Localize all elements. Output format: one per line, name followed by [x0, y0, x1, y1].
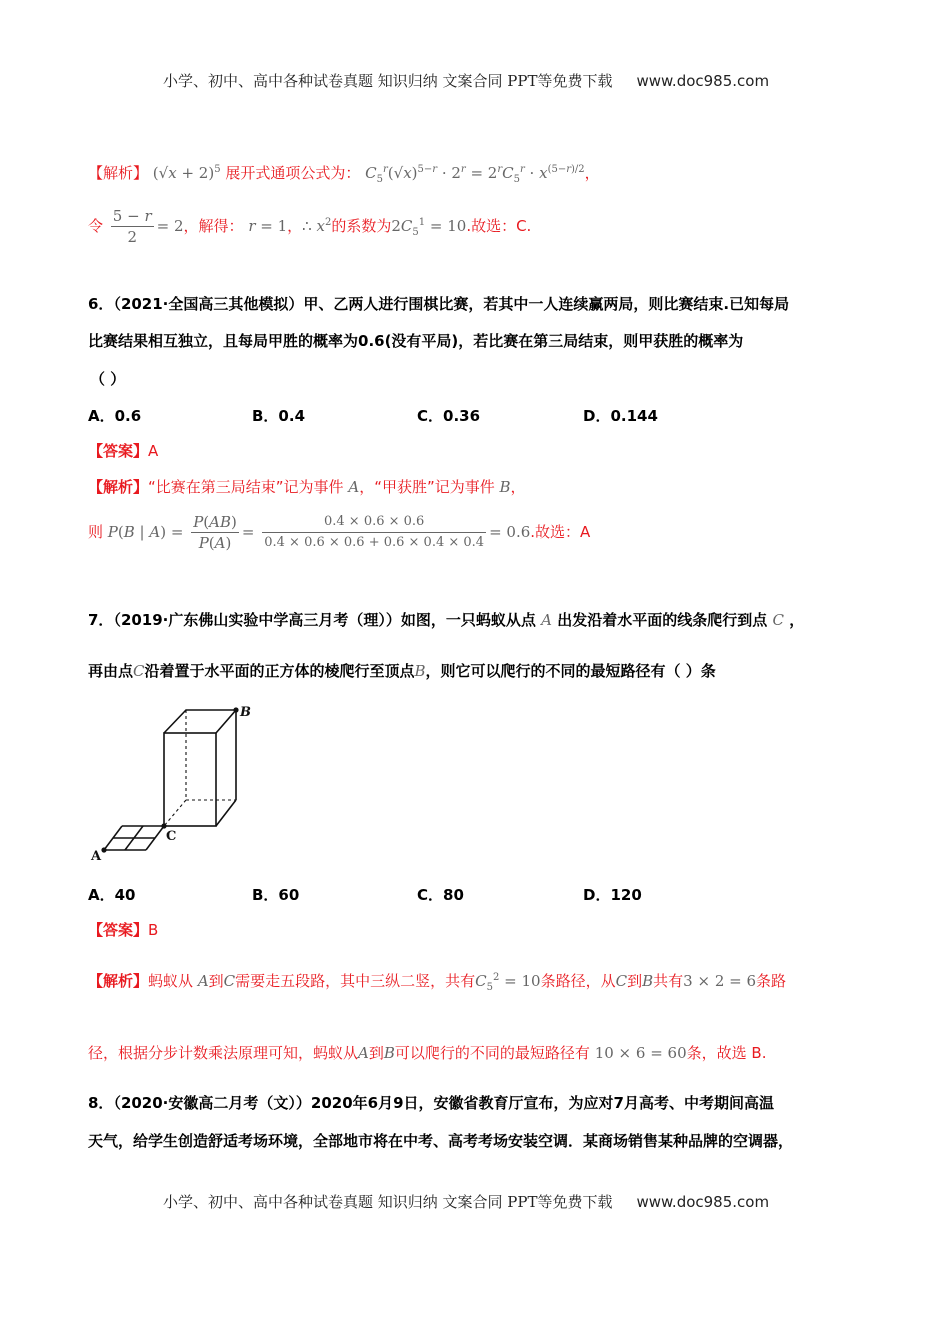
- footer-url[interactable]: www.doc985.com: [636, 1193, 770, 1211]
- q7-a2: 到: [208, 972, 224, 990]
- q7-answer-line: [88, 920, 158, 940]
- q6-answer: A: [148, 442, 159, 460]
- q7-line1c: ，: [789, 611, 805, 629]
- q7-line2a: 再由点: [88, 662, 134, 680]
- q7-an-b: B: [642, 972, 654, 990]
- q6-paren: （ ）: [90, 370, 126, 388]
- q7-point-a: A: [541, 611, 552, 629]
- q6-result: = 0.6: [489, 523, 531, 541]
- q6-analysis-line1: [88, 477, 526, 497]
- q6-choice-c[interactable]: C．0.36: [417, 407, 481, 425]
- q7-analysis-line1: [88, 968, 786, 998]
- q7-choice-b[interactable]: B．60: [252, 886, 300, 904]
- q8-stem-line2: 天气，给学生创造舒适考场环境，全部地市将在中考、高考考场安装空调．某商场销售某种品牌的空调器，: [88, 1132, 794, 1150]
- q7-stem-line1: [88, 610, 804, 630]
- cube-hidden-edges: [164, 710, 236, 826]
- cube-front-face: [164, 733, 216, 826]
- q8-line1: 2020年6月9日，安徽省教育厅宣布，为应对7月高考、中考期间高温: [310, 1094, 774, 1112]
- q7-analysis-label: 【解析】: [88, 972, 149, 990]
- q6-choice-b[interactable]: B．0.4: [252, 407, 306, 425]
- q5-analysis-text1: 展开式通项公式为：: [225, 164, 361, 182]
- q6-event-a: A: [348, 478, 360, 496]
- q7-a7: 条路: [756, 972, 787, 990]
- q7-a4: 条路径，从: [540, 972, 616, 990]
- q8-number: 8．: [88, 1094, 114, 1112]
- q8-source: （2020·安徽高二月考（文））: [113, 1094, 311, 1112]
- figure-label-b: B: [240, 705, 251, 720]
- q7-line2b: 沿着置于水平面的正方体的棱爬行至顶点: [144, 662, 415, 680]
- q6-analysis2-end: .故选：A: [530, 523, 591, 541]
- q7-answer-label: 【答案】: [88, 921, 149, 939]
- q5-fraction: $\frac{5 - r}{2}$: [112, 207, 152, 246]
- q7-number: 7．: [88, 611, 114, 629]
- q7-an-b2: B: [383, 1044, 395, 1062]
- q7-total: 10 × 6 = 60: [594, 1044, 687, 1062]
- q6-stem-line2: 比赛结果相互独立，且每局甲胜的概率为0.6(没有平局)，若比赛在第三局结束，则甲获胜的概率为: [88, 332, 744, 350]
- q7-b3: 可以爬行的不同的最短路径有: [394, 1044, 590, 1062]
- q6-event-b: B: [499, 478, 511, 496]
- q5-coef-value: $2C_5^1 = 10$: [391, 217, 467, 238]
- q6-analysis1b: ，“甲获胜”记为事件: [359, 478, 495, 496]
- q7-line2c: ，则它可以爬行的不同的最短路径有（ ）条: [425, 662, 716, 680]
- q7-b1: 径，根据分步计数乘法原理可知，蚂蚁从: [88, 1044, 359, 1062]
- q7-an-a2: A: [358, 1044, 369, 1062]
- header-url[interactable]: www.doc985.com: [636, 72, 770, 90]
- q5-analysis-line2: 令 $\frac{5 - r}{2}$ = 2，解得： r = 1，∴ $x^2$的系数为$2C_5^1 = 10$.故选：C.: [88, 207, 532, 246]
- q6-analysis1a: “比赛在第三局结束”记为事件: [148, 478, 344, 496]
- q7-line1a: 如图，一只蚂蚁从点: [400, 611, 536, 629]
- q6-line1: 甲、乙两人进行围棋比赛，若其中一人连续赢两局，则比赛结束.已知每局: [303, 295, 790, 313]
- q5-general-term-formula: $C_5^r(√x)^{5-r} \cdot 2^r = 2^rC_5^r \cdot x^{(5-r)/2}$: [365, 164, 585, 185]
- footer-text: 小学、初中、高中各种试卷真题 知识归纳 文案合同 PPT等免费下载: [163, 1193, 613, 1211]
- point-b-marker: [233, 707, 238, 712]
- q7-a5: 到: [627, 972, 643, 990]
- q5-line2-coef: 的系数为: [331, 217, 392, 235]
- q7-point-c-2: C: [133, 662, 145, 680]
- q5-line2-mid: ，解得：: [183, 217, 244, 235]
- q7-a6: 共有: [653, 972, 684, 990]
- q7-an-c2: C: [615, 972, 628, 990]
- q5-line2-end: .故选：C.: [466, 217, 532, 235]
- q7-choice-c[interactable]: C．80: [417, 886, 464, 904]
- q7-b2: 到: [368, 1044, 384, 1062]
- point-c-marker: [161, 823, 166, 828]
- q7-answer: B: [148, 921, 159, 939]
- q7-an-a: A: [197, 972, 209, 990]
- q6-number: 6．: [88, 295, 114, 313]
- q7-choice-a[interactable]: A．40: [88, 886, 136, 904]
- q6-analysis2-prefix: 则: [88, 523, 104, 541]
- q7-combination: $C_5^2 = 10$: [475, 972, 541, 993]
- q6-source: （2021·全国高三其他模拟）: [113, 295, 304, 313]
- q7-stem-line2: [88, 661, 716, 681]
- figure-label-a: A: [91, 849, 102, 864]
- cube-top-edges: [164, 710, 236, 733]
- q6-choice-d[interactable]: D．0.144: [583, 407, 658, 425]
- q7-a3: 需要走五段路，其中三纵二竖，共有: [235, 972, 476, 990]
- q5-equation: = 2: [156, 217, 184, 235]
- cube-bottom-right-edge: [216, 800, 236, 826]
- q5-line2-prefix: 令: [88, 217, 104, 235]
- q8-stem-line1: [88, 1093, 774, 1113]
- q7-b4: 条，故选 B.: [686, 1044, 767, 1062]
- header-text: 小学、初中、高中各种试卷真题 知识归纳 文案合同 PPT等免费下载: [163, 72, 613, 90]
- q6-answer-label: 【答案】: [88, 442, 149, 460]
- page-footer: [163, 1191, 769, 1212]
- q7-an-c: C: [223, 972, 236, 990]
- q7-analysis-line2: [88, 1043, 766, 1063]
- q7-point-c: C: [772, 611, 784, 629]
- q7-product: 3 × 2 = 6: [683, 972, 757, 990]
- q5-analysis-label: 【解析】: [88, 164, 149, 182]
- q6-analysis-label: 【解析】: [88, 478, 149, 496]
- q6-answer-line: [88, 441, 158, 461]
- q5-analysis-line1: 【解析】 $(√x + 2)^5$ 展开式通项公式为： $C_5^r(√x)^{5-r} \cdot 2^r = 2^rC_5^r \cdot x^{(5-r)/2}$，: [88, 164, 600, 185]
- q7-source: （2019·广东佛山实验中学高三月考（理））: [113, 611, 401, 629]
- q6-stem-line1: [88, 294, 789, 314]
- q7-cube-figure: [86, 700, 266, 864]
- q5-binomial-formula: $(√x + 2)^5$: [152, 164, 221, 182]
- q6-conditional-probability: P(B | A) =: [107, 523, 184, 541]
- q6-analysis-line2: 则 P(B | A) = $\frac{P(AB)}{P(A)}$ = $\frac{0.4 \times 0.6 \times 0.6}{0.4 \times 0.6 \times 0.6 + 0.6 \times 0.4 \times 0.4}$ = 0.6.故选：A: [88, 513, 591, 552]
- q7-a1: 蚂蚁从: [148, 972, 194, 990]
- q6-choice-a[interactable]: A．0.6: [88, 407, 142, 425]
- q7-point-b: B: [414, 662, 426, 680]
- point-a-marker: [101, 847, 106, 852]
- q5-r-value: r = 1: [248, 217, 288, 235]
- q7-line1b: 出发沿着水平面的线条爬行到点: [557, 611, 768, 629]
- q6-fraction-1: $\frac{P(AB)}{P(A)}$: [193, 513, 237, 552]
- q6-fraction-2: $\frac{0.4 \times 0.6 \times 0.6}{0.4 \times 0.6 \times 0.6 + 0.6 \times 0.4 \times 0.4}$: [264, 514, 485, 550]
- q7-choice-d[interactable]: D．120: [583, 886, 642, 904]
- figure-label-c: C: [166, 829, 177, 844]
- page-header: [163, 70, 769, 91]
- q6-analysis1c: ，: [510, 478, 526, 496]
- floor-grid: [104, 826, 164, 850]
- q5-therefore-x2: ∴ $x^2$: [302, 217, 332, 235]
